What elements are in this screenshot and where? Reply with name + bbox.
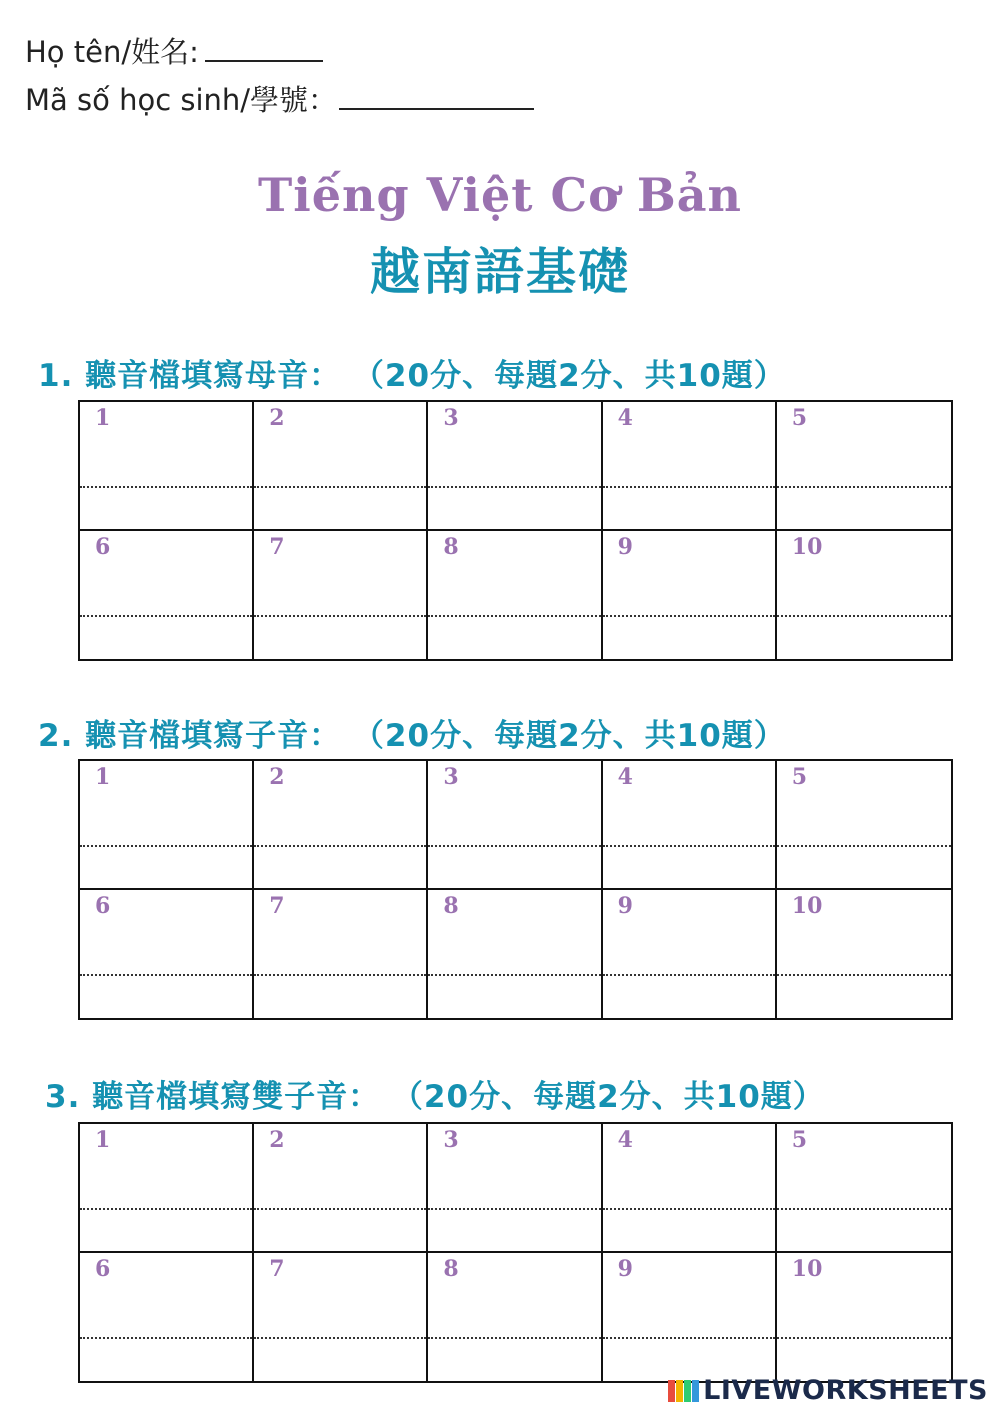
answer-cell[interactable] bbox=[428, 761, 602, 890]
answer-cell-number: 2 bbox=[269, 1127, 285, 1153]
answer-cell-number: 6 bbox=[95, 892, 111, 919]
answer-cell[interactable] bbox=[603, 890, 777, 1019]
answer-cell-number: 4 bbox=[617, 1127, 633, 1153]
answer-cell-number: 9 bbox=[617, 892, 633, 919]
answer-dotted-line bbox=[603, 615, 775, 617]
answer-dotted-line bbox=[428, 845, 600, 847]
answer-dotted-line bbox=[254, 486, 426, 488]
answer-cell-number: 8 bbox=[443, 1255, 459, 1282]
answer-cell-number: 1 bbox=[95, 764, 111, 790]
section-2-heading: 2. 聽音檔填寫子音： （20分、每題2分、共10題） bbox=[38, 718, 786, 754]
answer-cell[interactable] bbox=[777, 761, 951, 890]
answer-cell[interactable] bbox=[254, 402, 428, 531]
answer-cell-number: 4 bbox=[617, 405, 633, 431]
answer-dotted-line bbox=[603, 1337, 775, 1339]
answer-cell-number: 5 bbox=[791, 1127, 808, 1153]
answer-cell[interactable] bbox=[80, 531, 254, 660]
answer-dotted-line bbox=[254, 1337, 426, 1339]
answer-cell-number: 4 bbox=[617, 764, 633, 790]
logo-bar-red bbox=[668, 1380, 675, 1402]
answer-cell-number: 3 bbox=[443, 764, 459, 790]
answer-cell-number: 1 bbox=[95, 1127, 111, 1153]
answer-cell-number: 5 bbox=[791, 764, 808, 790]
answer-dotted-line bbox=[777, 974, 951, 976]
answer-dotted-line bbox=[603, 845, 775, 847]
answer-dotted-line bbox=[80, 845, 252, 847]
answer-dotted-line bbox=[603, 974, 775, 976]
answer-cell[interactable] bbox=[777, 1253, 951, 1382]
answer-cell-number: 8 bbox=[443, 533, 459, 560]
answer-cell[interactable] bbox=[777, 402, 951, 531]
answer-cell[interactable] bbox=[80, 402, 254, 531]
student-id-line bbox=[25, 78, 534, 119]
answer-dotted-line bbox=[428, 615, 600, 617]
student-id-label: Mã số học sinh/學號： bbox=[25, 83, 338, 117]
answer-cell-number: 8 bbox=[443, 892, 459, 919]
answer-cell-number: 7 bbox=[269, 1255, 285, 1282]
answer-cell[interactable] bbox=[777, 890, 951, 1019]
answer-cell[interactable] bbox=[80, 1124, 254, 1253]
answer-dotted-line bbox=[80, 615, 252, 617]
answer-cell[interactable] bbox=[428, 890, 602, 1019]
answer-cell-number: 2 bbox=[269, 764, 285, 790]
answer-cell[interactable] bbox=[428, 1124, 602, 1253]
answer-grid-1 bbox=[78, 400, 953, 661]
answer-cell[interactable] bbox=[777, 531, 951, 660]
liveworksheets-logo-text: LIVEWORKSHEETS bbox=[703, 1375, 988, 1406]
answer-dotted-line bbox=[777, 486, 951, 488]
answer-dotted-line bbox=[603, 1208, 775, 1210]
answer-dotted-line bbox=[777, 845, 951, 847]
answer-cell[interactable] bbox=[428, 402, 602, 531]
student-name-line bbox=[25, 30, 323, 71]
liveworksheets-logo bbox=[668, 1375, 988, 1406]
answer-cell-number: 6 bbox=[95, 1255, 111, 1282]
liveworksheets-logo-icon bbox=[668, 1380, 699, 1402]
title-chinese: 越南語基礎 bbox=[370, 243, 630, 301]
logo-bar-blue bbox=[692, 1380, 699, 1402]
answer-cell-number: 9 bbox=[617, 533, 633, 560]
answer-dotted-line bbox=[80, 486, 252, 488]
student-name-blank[interactable] bbox=[205, 38, 323, 62]
answer-dotted-line bbox=[254, 845, 426, 847]
answer-cell[interactable] bbox=[428, 531, 602, 660]
answer-cell-number: 6 bbox=[95, 533, 111, 560]
answer-cell-number: 7 bbox=[269, 533, 285, 560]
student-id-blank[interactable] bbox=[339, 86, 534, 110]
answer-cell[interactable] bbox=[603, 761, 777, 890]
section-1-heading: 1. 聽音檔填寫母音： （20分、每題2分、共10題） bbox=[38, 358, 786, 394]
section-3-heading: 3. 聽音檔填寫雙子音： （20分、每題2分、共10題） bbox=[45, 1079, 825, 1115]
answer-cell[interactable] bbox=[254, 531, 428, 660]
answer-dotted-line bbox=[428, 486, 600, 488]
answer-cell[interactable] bbox=[603, 1124, 777, 1253]
answer-cell[interactable] bbox=[80, 1253, 254, 1382]
answer-dotted-line bbox=[80, 974, 252, 976]
answer-cell[interactable] bbox=[254, 1124, 428, 1253]
answer-cell-number: 1 bbox=[95, 405, 111, 431]
answer-dotted-line bbox=[777, 615, 951, 617]
logo-bar-green bbox=[684, 1380, 691, 1402]
answer-dotted-line bbox=[777, 1337, 951, 1339]
answer-dotted-line bbox=[254, 615, 426, 617]
answer-cell-number: 3 bbox=[443, 405, 459, 431]
answer-cell[interactable] bbox=[603, 402, 777, 531]
answer-grid-2 bbox=[78, 759, 953, 1020]
answer-cell-number: 10 bbox=[791, 533, 823, 560]
answer-dotted-line bbox=[80, 1208, 252, 1210]
answer-cell[interactable] bbox=[603, 1253, 777, 1382]
answer-cell[interactable] bbox=[80, 890, 254, 1019]
answer-dotted-line bbox=[80, 1337, 252, 1339]
answer-dotted-line bbox=[428, 1208, 600, 1210]
answer-cell-number: 7 bbox=[269, 892, 285, 919]
answer-cell-number: 10 bbox=[791, 892, 823, 919]
answer-dotted-line bbox=[254, 1208, 426, 1210]
answer-grid-3 bbox=[78, 1122, 953, 1383]
answer-cell[interactable] bbox=[80, 761, 254, 890]
answer-cell[interactable] bbox=[254, 1253, 428, 1382]
answer-cell[interactable] bbox=[254, 761, 428, 890]
answer-cell-number: 5 bbox=[791, 405, 808, 431]
answer-cell-number: 3 bbox=[443, 1127, 459, 1153]
answer-cell[interactable] bbox=[603, 531, 777, 660]
answer-dotted-line bbox=[777, 1208, 951, 1210]
answer-cell-number: 10 bbox=[791, 1255, 823, 1282]
answer-dotted-line bbox=[603, 486, 775, 488]
answer-cell[interactable] bbox=[777, 1124, 951, 1253]
answer-dotted-line bbox=[428, 974, 600, 976]
answer-dotted-line bbox=[428, 1337, 600, 1339]
title-vietnamese: Tiếng Việt Cơ Bản bbox=[258, 168, 742, 222]
answer-cell[interactable] bbox=[428, 1253, 602, 1382]
student-name-label: Họ tên/姓名: bbox=[25, 35, 199, 69]
logo-bar-yellow bbox=[676, 1380, 683, 1402]
answer-cell-number: 2 bbox=[269, 405, 285, 431]
answer-cell-number: 9 bbox=[617, 1255, 633, 1282]
answer-dotted-line bbox=[254, 974, 426, 976]
answer-cell[interactable] bbox=[254, 890, 428, 1019]
